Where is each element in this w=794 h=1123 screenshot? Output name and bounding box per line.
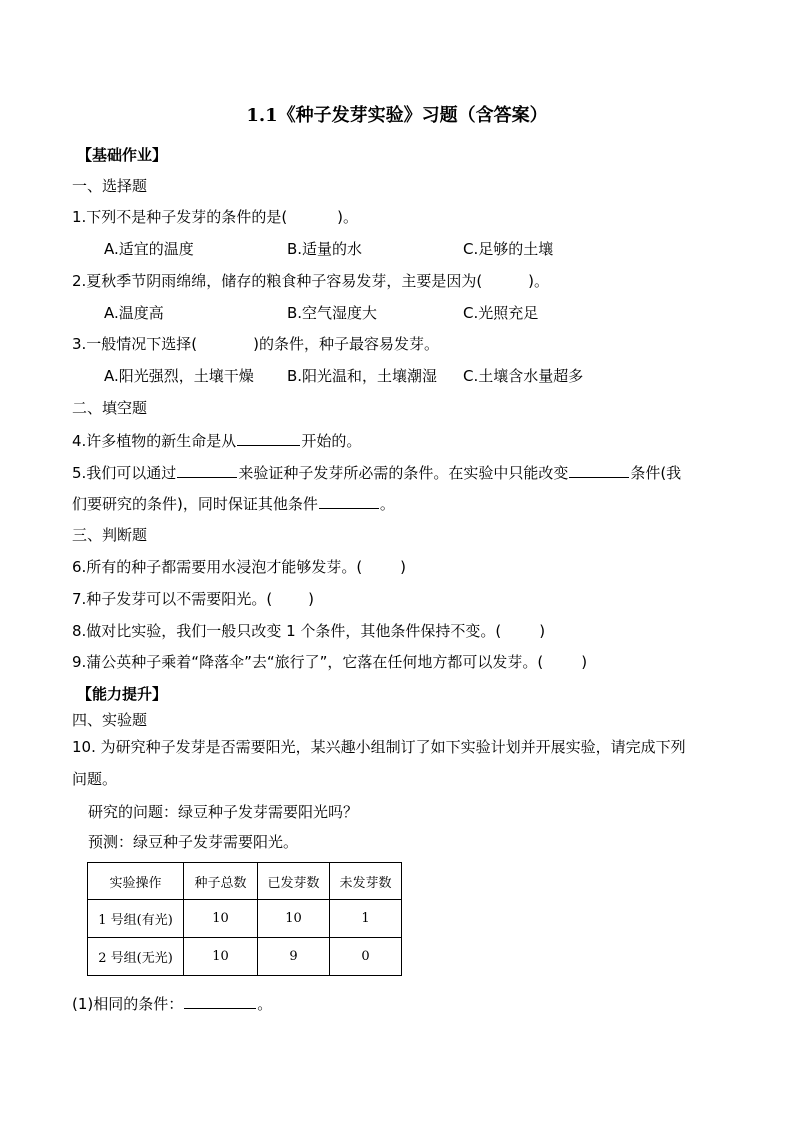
question-4-text: 4.许多植物的新生命是从: [72, 432, 237, 450]
question-2: [72, 271, 549, 291]
column-header: 已发芽数: [258, 863, 330, 900]
option-c: C.土壤含水量超多: [463, 367, 584, 385]
fill-blank: [177, 462, 237, 478]
question-2-tail: )。: [528, 272, 550, 290]
question-7-tail: ): [308, 590, 315, 608]
question-3-text: 3.一般情况下选择(: [72, 335, 198, 353]
table-header-row: [88, 863, 402, 900]
sub-question-1-text: (1)相同的条件：: [72, 995, 184, 1013]
option-b: B.阳光温和，土壤潮湿: [287, 367, 438, 385]
option-a: A.适宜的温度: [104, 240, 194, 258]
question-5-text-a: 5.我们可以通过: [72, 464, 177, 482]
question-9: [72, 652, 587, 672]
question-8-text: 8.做对比实验，我们一般只改变 1 个条件，其他条件保持不变。(: [72, 622, 502, 640]
question-8-tail: ): [539, 622, 546, 640]
question-2-options: [104, 303, 538, 323]
table-cell: 9: [258, 938, 330, 976]
question-2-text: 2.夏秋季节阴雨绵绵，储存的粮食种子容易发芽，主要是因为(: [72, 272, 483, 290]
option-a: A.阳光强烈，土壤干燥: [104, 367, 254, 385]
table-cell: 1 号组(有光): [88, 900, 184, 938]
option-a: A.温度高: [104, 304, 164, 322]
question-9-tail: ): [581, 653, 588, 671]
prediction: 预测：绿豆种子发芽需要阳光。: [88, 833, 299, 851]
question-1-tail: )。: [337, 208, 359, 226]
table-cell: 10: [184, 900, 258, 938]
question-10-line-2: 问题。: [72, 770, 118, 788]
worksheet-title: 1.1《种子发芽实验》习题（含答案）: [246, 105, 548, 126]
question-3-options: [104, 366, 583, 386]
column-header: 实验操作: [88, 863, 184, 900]
fill-blank: [184, 993, 256, 1009]
question-8: [72, 621, 545, 641]
fill-blank: [319, 493, 379, 509]
question-5-text-c: 条件(我: [630, 464, 682, 482]
table-cell: 10: [258, 900, 330, 938]
question-6-tail: ): [400, 558, 407, 576]
table-cell: 1: [330, 900, 402, 938]
question-5-line-1: [72, 462, 681, 483]
table-row: [88, 900, 402, 938]
section-advanced-heading: 【能力提升】: [77, 685, 168, 703]
section-basic-heading: 【基础作业】: [77, 146, 168, 164]
question-1: [72, 207, 358, 227]
research-question: 研究的问题：绿豆种子发芽需要阳光吗？: [88, 803, 359, 821]
question-4-tail: 开始的。: [301, 432, 362, 450]
column-header: 种子总数: [184, 863, 258, 900]
fill-blank: [237, 430, 300, 446]
question-6-text: 6.所有的种子都需要用水浸泡才能够发芽。(: [72, 558, 363, 576]
question-1-text: 1.下列不是种子发芽的条件的是(: [72, 208, 288, 226]
question-7: [72, 589, 314, 609]
question-6: [72, 557, 406, 577]
part2-heading: 二、填空题: [72, 399, 148, 417]
question-1-options: [104, 239, 553, 259]
option-b: B.空气湿度大: [287, 304, 378, 322]
question-5-line-2: [72, 493, 395, 514]
option-c: C.足够的土壤: [463, 240, 554, 258]
question-5-text-d: 们要研究的条件)，同时保证其他条件: [72, 495, 318, 513]
question-5-text-e: 。: [379, 495, 395, 513]
fill-blank: [569, 462, 629, 478]
table-row: [88, 938, 402, 976]
table-cell: 0: [330, 938, 402, 976]
question-9-text: 9.蒲公英种子乘着“降落伞”去“旅行了”，它落在任何地方都可以发芽。(: [72, 653, 544, 671]
question-10-line-1: 10. 为研究种子发芽是否需要阳光，某兴趣小组制订了如下实验计划并开展实验，请完成下列: [72, 738, 686, 756]
part4-heading: 四、实验题: [72, 711, 148, 729]
question-4: [72, 430, 361, 451]
part3-heading: 三、判断题: [72, 526, 148, 544]
sub-question-1-tail: 。: [257, 995, 273, 1013]
question-7-text: 7.种子发芽可以不需要阳光。(: [72, 590, 273, 608]
option-c: C.光照充足: [463, 304, 539, 322]
column-header: 未发芽数: [330, 863, 402, 900]
question-3: [72, 334, 439, 354]
experiment-table: [87, 862, 402, 976]
table-cell: 10: [184, 938, 258, 976]
part1-heading: 一、选择题: [72, 177, 148, 195]
sub-question-1: [72, 993, 272, 1014]
table-cell: 2 号组(无光): [88, 938, 184, 976]
question-3-tail: )的条件，种子最容易发芽。: [253, 335, 440, 353]
option-b: B.适量的水: [287, 240, 363, 258]
question-5-text-b: 来验证种子发芽所必需的条件。在实验中只能改变: [238, 464, 569, 482]
